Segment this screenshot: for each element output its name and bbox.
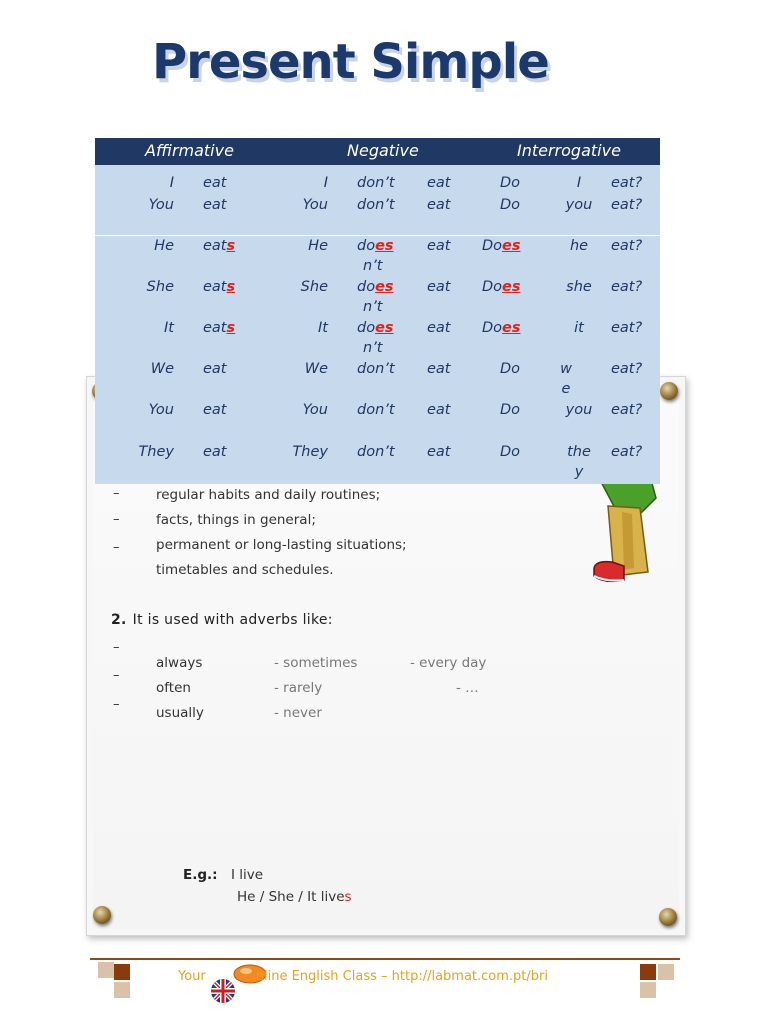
list-item: regular habits and daily routines;	[156, 487, 381, 503]
int-aux: Do	[500, 197, 521, 213]
section-number: 2.	[111, 612, 127, 628]
list-bullet: –	[113, 668, 120, 683]
aff-subject: It	[164, 320, 174, 336]
adverb: - never	[274, 705, 322, 721]
aff-subject: You	[148, 402, 174, 418]
aff-subject: She	[146, 279, 174, 295]
int-aux: Does	[482, 320, 521, 336]
adverb: - rarely	[274, 680, 323, 696]
aff-subject: They	[138, 444, 174, 460]
aff-subject: We	[150, 361, 174, 377]
aff-verb: eats	[203, 238, 236, 254]
int-subject: she	[566, 279, 592, 295]
neg-aux: don’t	[357, 361, 395, 377]
decor-square	[658, 964, 674, 980]
int-verb: eat?	[611, 279, 643, 295]
neg-verb: eat	[427, 320, 451, 336]
header-affirmative: Affirmative	[145, 141, 234, 160]
int-aux: Does	[482, 238, 521, 254]
int-verb: eat?	[611, 444, 643, 460]
adverb: - sometimes	[274, 655, 358, 671]
aff-verb: eat	[203, 361, 227, 377]
page-title: Present Simple	[152, 34, 549, 90]
int-aux: Do	[500, 361, 521, 377]
int-subject: they	[567, 444, 591, 480]
neg-subject: He	[308, 238, 328, 254]
list-bullet: –	[113, 640, 120, 655]
section-heading: It is used with adverbs like:	[132, 612, 333, 628]
neg-aux: does n’t	[357, 279, 394, 315]
list-item: facts, things in general;	[156, 512, 316, 528]
list-bullet: –	[113, 486, 120, 501]
int-verb: eat?	[611, 238, 643, 254]
adverb: - …	[456, 680, 479, 696]
int-subject: he	[569, 238, 589, 254]
int-verb: eat?	[611, 320, 643, 336]
neg-verb: eat	[427, 238, 451, 254]
int-subject: it	[574, 320, 584, 336]
neg-aux: don’t	[357, 444, 395, 460]
adverb: usually	[156, 705, 204, 721]
decor-square	[114, 982, 130, 998]
neg-verb: eat	[427, 361, 451, 377]
footer-text: Your nline English Class – http://labmat.com.pt/bri	[178, 969, 548, 984]
decor-square	[98, 962, 114, 978]
adverb: often	[156, 680, 191, 696]
decor-square	[640, 964, 656, 980]
neg-aux: don’t	[357, 175, 395, 191]
neg-subject: We	[304, 361, 328, 377]
decor-square	[640, 982, 656, 998]
int-verb: eat?	[611, 197, 643, 213]
aff-verb: eat	[203, 197, 227, 213]
footer-link[interactable]: http://labmat.com.pt/bri	[391, 969, 548, 984]
int-aux: Do	[500, 402, 521, 418]
aff-subject: He	[154, 238, 174, 254]
footer-your: Your	[178, 969, 206, 984]
neg-aux: don’t	[357, 402, 395, 418]
aff-verb: eats	[203, 279, 236, 295]
int-aux: Does	[482, 279, 521, 295]
example-line: He / She / It lives	[237, 889, 352, 905]
neg-subject: You	[302, 402, 328, 418]
neg-subject: They	[292, 444, 328, 460]
aff-verb: eat	[203, 175, 227, 191]
example-line: I live	[231, 867, 264, 883]
int-subject: you	[565, 402, 593, 418]
neg-subject: It	[318, 320, 328, 336]
int-verb: eat?	[611, 402, 643, 418]
int-verb: eat?	[611, 361, 643, 377]
adverbs-heading	[111, 612, 333, 628]
list-bullet: –	[113, 540, 120, 555]
list-item: timetables and schedules.	[156, 562, 334, 578]
neg-aux: don’t	[357, 197, 395, 213]
header-negative: Negative	[347, 141, 419, 160]
aff-verb: eat	[203, 402, 227, 418]
neg-verb: eat	[427, 402, 451, 418]
list-item: permanent or long-lasting situations;	[156, 537, 407, 553]
aff-subject: I	[169, 175, 174, 191]
table-header	[95, 138, 660, 165]
aff-verb: eat	[203, 444, 227, 460]
pin-icon	[93, 906, 111, 924]
neg-verb: eat	[427, 175, 451, 191]
neg-subject: I	[323, 175, 328, 191]
int-aux: Do	[500, 444, 521, 460]
neg-subject: She	[300, 279, 328, 295]
int-subject: you	[565, 197, 593, 213]
list-bullet: –	[113, 512, 120, 527]
neg-subject: You	[302, 197, 328, 213]
decor-square	[114, 964, 130, 980]
conjugation-table	[95, 138, 660, 484]
neg-aux: does n’t	[357, 320, 394, 356]
int-subject: I	[576, 175, 582, 191]
footer-divider	[90, 958, 680, 960]
int-subject: we	[560, 361, 572, 397]
aff-subject: You	[148, 197, 174, 213]
list-bullet: –	[113, 697, 120, 712]
adverb: - every day	[410, 655, 487, 671]
adverb: always	[156, 655, 203, 671]
neg-verb: eat	[427, 279, 451, 295]
neg-verb: eat	[427, 444, 451, 460]
example-label: E.g.:	[183, 867, 218, 883]
int-aux: Do	[500, 175, 521, 191]
aff-verb: eats	[203, 320, 236, 336]
neg-verb: eat	[427, 197, 451, 213]
footer-site-name: nline English Class	[255, 969, 377, 984]
int-verb: eat?	[611, 175, 643, 191]
header-interrogative: Interrogative	[517, 141, 621, 160]
boy-illustration	[588, 476, 660, 586]
pin-icon	[660, 382, 678, 400]
pin-icon	[659, 908, 677, 926]
neg-aux: does n’t	[357, 238, 394, 274]
